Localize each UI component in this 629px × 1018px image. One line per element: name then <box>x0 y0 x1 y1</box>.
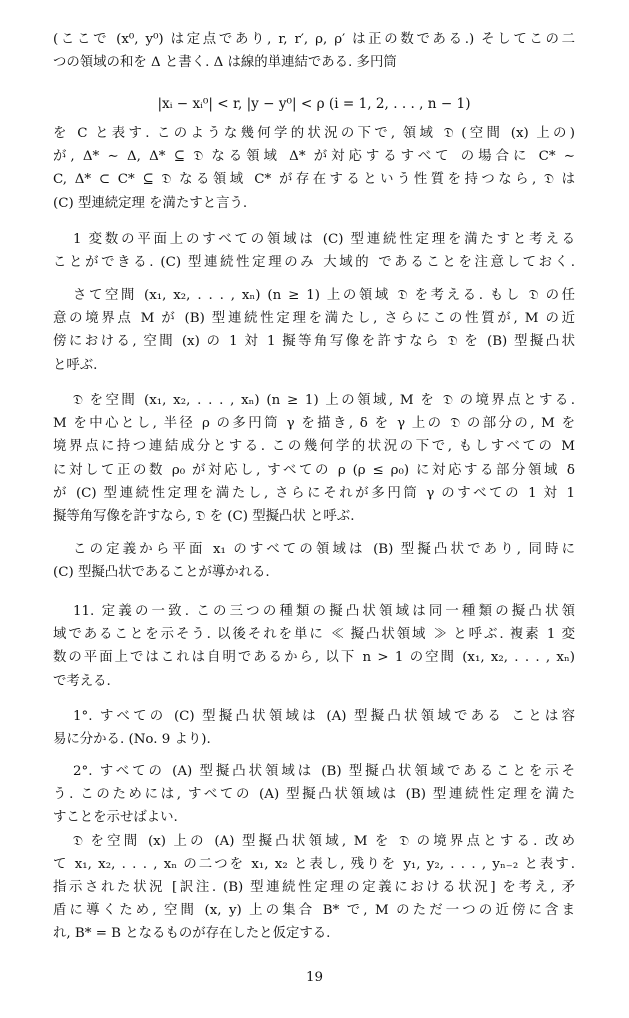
display-equation: |xᵢ − xᵢ⁰| < r, |y − y⁰| < ρ (i = 1, 2, . . . , n − 1) <box>157 96 471 112</box>
text-line: この定義から平面 x₁ のすべての領域は (B) 型擬凸状であり, 同時に <box>73 542 575 557</box>
text-line: て x₁, x₂, . . . , xₙ の二つを x₁, x₂ と表し, 残りを y₁, y₂, . . . , yₙ₋₂ と表す. <box>53 856 575 872</box>
text-line: 𝔇 を空間 (x) 上の (A) 型擬凸状領域, M を 𝔇 の境界点とする. 改め <box>73 833 575 849</box>
text-line: さて空間 (x₁, x₂, . . . , xₙ) (n ≥ 1) 上の領域 𝔇 を考える. もし 𝔇 の任 <box>73 288 575 303</box>
text-line: (C) 型連続定理 を満たすと言う. <box>53 195 248 211</box>
text-line: 指示された状況 [訳注. (B) 型連続性定理の定義における状況] を考え, 矛 <box>53 879 575 895</box>
text-line: 意の境界点 M が (B) 型連続性定理を満たし, さらにこの性質が, M の近 <box>53 311 575 327</box>
text-line: 1 変数の平面上のすべての領域は (C) 型連続性定理を満たすと考える <box>73 232 575 247</box>
text-line: れ, B* = B となるものが存在したと仮定する. <box>53 926 331 942</box>
text-line: に対して正の数 ρ₀ が対応し, すべての ρ (ρ ≤ ρ₀) に対応する部分領域 δ <box>53 462 575 478</box>
text-line: が, Δ* ∼ Δ, Δ* ⊆ 𝔇 なる領域 Δ* が対応するすべて の場合に C* ∼ <box>53 149 575 165</box>
paragraph-step-2 <box>53 760 575 946</box>
paragraph-consequence <box>53 538 575 584</box>
text-line: 易に分かる. (No. 9 より). <box>53 732 211 748</box>
text-line: C, Δ* ⊂ C* ⊆ 𝔇 なる領域 C* が存在するという性質を持つなら, 𝔇 は <box>53 172 575 188</box>
section-11-coincidence <box>53 600 575 693</box>
text-line: と呼ぶ. <box>53 357 98 373</box>
section-heading-line: 11. 定義の一致. この三つの種類の擬凸状領域は同一種類の擬凸状領 <box>73 604 575 619</box>
text-line: 数の平面上ではこれは自明であるから, 以下 n > 1 の空間 (x₁, x₂, . . . , xₙ) <box>53 650 575 666</box>
paragraph-definition-c-pseudoconvex <box>53 389 575 528</box>
text-line: 境界点に持つ連結成分とする. この幾何学的状況の下で, もしすべての M <box>53 439 575 455</box>
text-line: う. このためには, すべての (A) 型擬凸状領域は (B) 型連続性定理を満た <box>53 787 575 803</box>
text-line: 域であることを示そう. 以後それを単に ≪ 擬凸状領域 ≫ と呼ぶ. 複素 1 変 <box>53 627 575 643</box>
text-line: で考える. <box>53 673 111 689</box>
text-line: 𝔇 を空間 (x₁, x₂, . . . , xₙ) (n ≥ 1) 上の領域, M を 𝔇 の境界点とする. <box>73 393 575 408</box>
text-line: つの領域の和を Δ と書く. Δ は線的単連結である. 多円筒 <box>53 55 397 71</box>
text-line: 傍における, 空間 (x) の 1 対 1 擬等角写像を許すなら 𝔇 を (B) 型擬凸状 <box>53 334 575 350</box>
paragraph-step-1 <box>53 705 575 751</box>
text-line: 擬等角写像を許すなら, 𝔇 を (C) 型擬凸状 と呼ぶ. <box>53 508 355 524</box>
paragraph-intro <box>53 28 575 74</box>
text-line: が (C) 型連続性定理を満たし, さらにそれが多円筒 γ のすべての 1 対 1 <box>53 485 575 501</box>
page-number: 19 <box>305 970 324 985</box>
text-line: を C と表す. このような幾何学的状況の下で, 領域 𝔇 (空間 (x) 上の) <box>53 126 575 141</box>
paragraph-definition-c <box>53 122 575 215</box>
text-line: 2°. すべての (A) 型擬凸状領域は (B) 型擬凸状領域であることを示そ <box>73 764 575 779</box>
text-line: すことを示せばよい. <box>53 810 178 826</box>
paragraph-one-variable <box>53 228 575 274</box>
paragraph-definition-b <box>53 284 575 377</box>
text-line: ことができる. (C) 型連続性定理のみ 大域的 であることを注意しておく. <box>53 255 575 271</box>
text-line: M を中心とし, 半径 ρ の多円筒 γ を描き, δ を γ 上の 𝔇 の部分の, M を <box>53 416 575 432</box>
text-line: 1°. すべての (C) 型擬凸状領域は (A) 型擬凸状領域である ことは容 <box>73 709 575 724</box>
text-line: 盾に導くため, 空間 (x, y) 上の集合 B* で, M のただ一つの近傍に含ま <box>53 903 575 919</box>
text-line: (C) 型擬凸状であることが導かれる. <box>53 565 270 581</box>
text-line: (ここで (x⁰, y⁰) は定点であり, r, r′, ρ, ρ′ は正の数である.) そしてこの二 <box>53 32 575 47</box>
